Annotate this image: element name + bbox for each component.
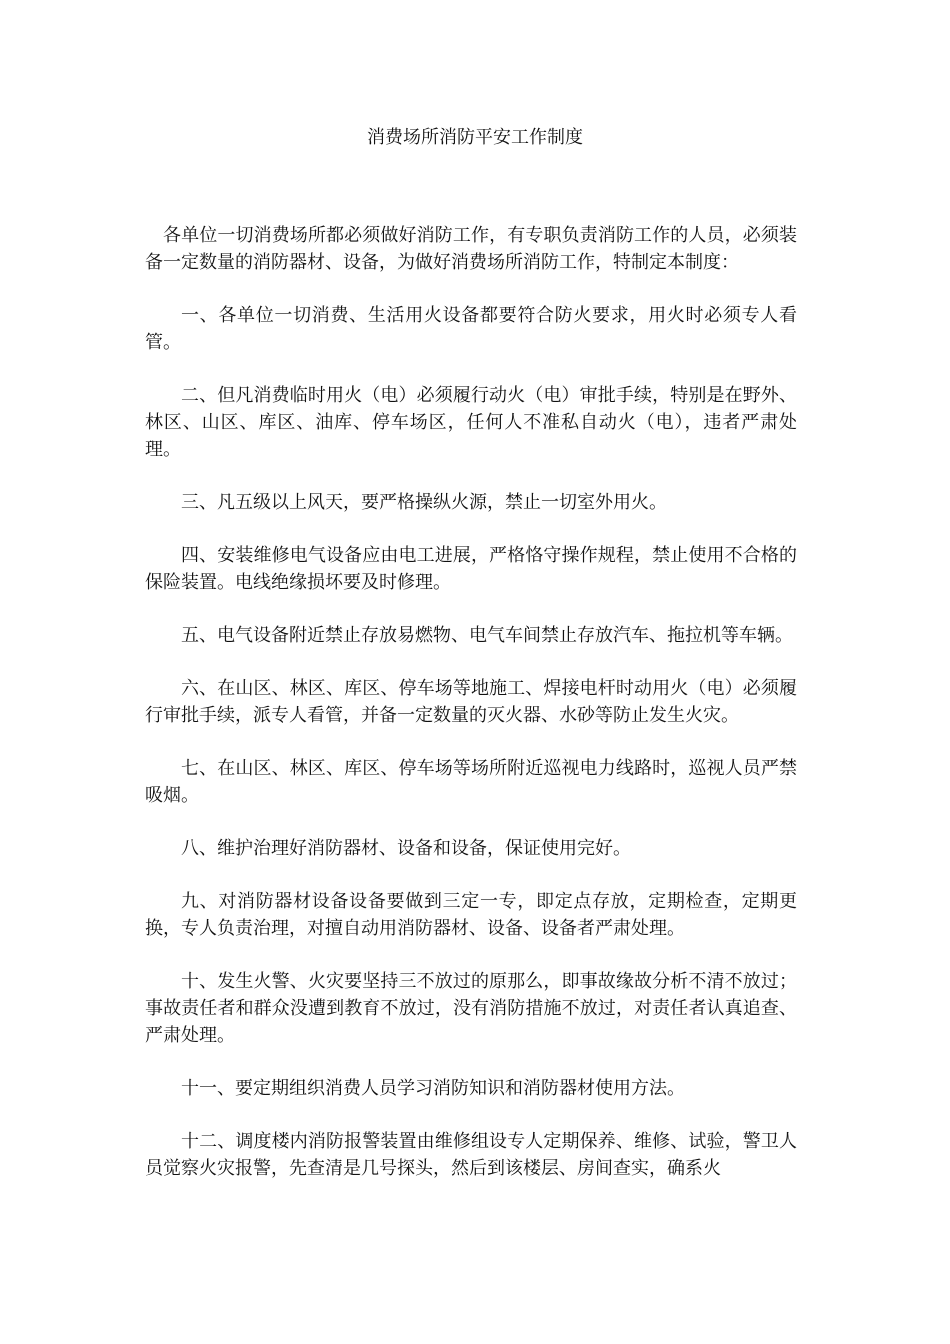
document-title: 消费场所消防平安工作制度 xyxy=(367,127,583,148)
intro-paragraph: 各单位一切消费场所都必须做好消防工作，有专职负责消防工作的人员，必须装备一定数量的消防器材、设备，为做好消费场所消防工作，特制定本制度： xyxy=(145,225,797,273)
rule-item-7: 七、在山区、林区、库区、停车场等场所附近巡视电力线路时，巡视人员严禁吸烟。 xyxy=(145,758,797,806)
document-body xyxy=(145,222,797,1208)
rule-item-8: 八、维护治理好消防器材、设备和设备，保证使用完好。 xyxy=(181,838,631,859)
rule-item-4: 四、安装维修电气设备应由电工进展，严格恪守操作规程，禁止使用不合格的保险装置。电线绝缘损坏要及时修理。 xyxy=(145,545,797,593)
rule-item-1: 一、各单位一切消费、生活用火设备都要符合防火要求，用火时必须专人看管。 xyxy=(145,305,797,353)
rule-item-2: 二、但凡消费临时用火（电）必须履行动火（电）审批手续，特别是在野外、林区、山区、库区、油库、停车场区，任何人不准私自动火（电），违者严肃处理。 xyxy=(145,385,797,460)
rule-item-9: 九、对消防器材设备设备要做到三定一专，即定点存放，定期检查，定期更换，专人负责治理，对擅自动用消防器材、设备、设备者严肃处理。 xyxy=(145,891,797,939)
rule-item-12: 十二、调度楼内消防报警装置由维修组设专人定期保养、维修、试验，警卫人员觉察火灾报警，先查清是几号探头，然后到该楼层、房间查实，确系火 xyxy=(145,1131,797,1179)
rule-item-11: 十一、要定期组织消费人员学习消防知识和消防器材使用方法。 xyxy=(181,1078,685,1099)
rule-item-10: 十、发生火警、火灾要坚持三不放过的原那么，即事故缘故分析不清不放过；事故责任者和群众没遭到教育不放过，没有消防措施不放过，对责任者认真追查、严肃处理。 xyxy=(145,971,797,1046)
rule-item-3: 三、凡五级以上风天，要严格操纵火源，禁止一切室外用火。 xyxy=(181,492,667,513)
rule-item-5: 五、电气设备附近禁止存放易燃物、电气车间禁止存放汽车、拖拉机等车辆。 xyxy=(181,625,793,646)
rule-item-6: 六、在山区、林区、库区、停车场等地施工、焊接电杆时动用火（电）必须履行审批手续，派专人看管，并备一定数量的灭火器、水砂等防止发生火灾。 xyxy=(145,678,797,726)
